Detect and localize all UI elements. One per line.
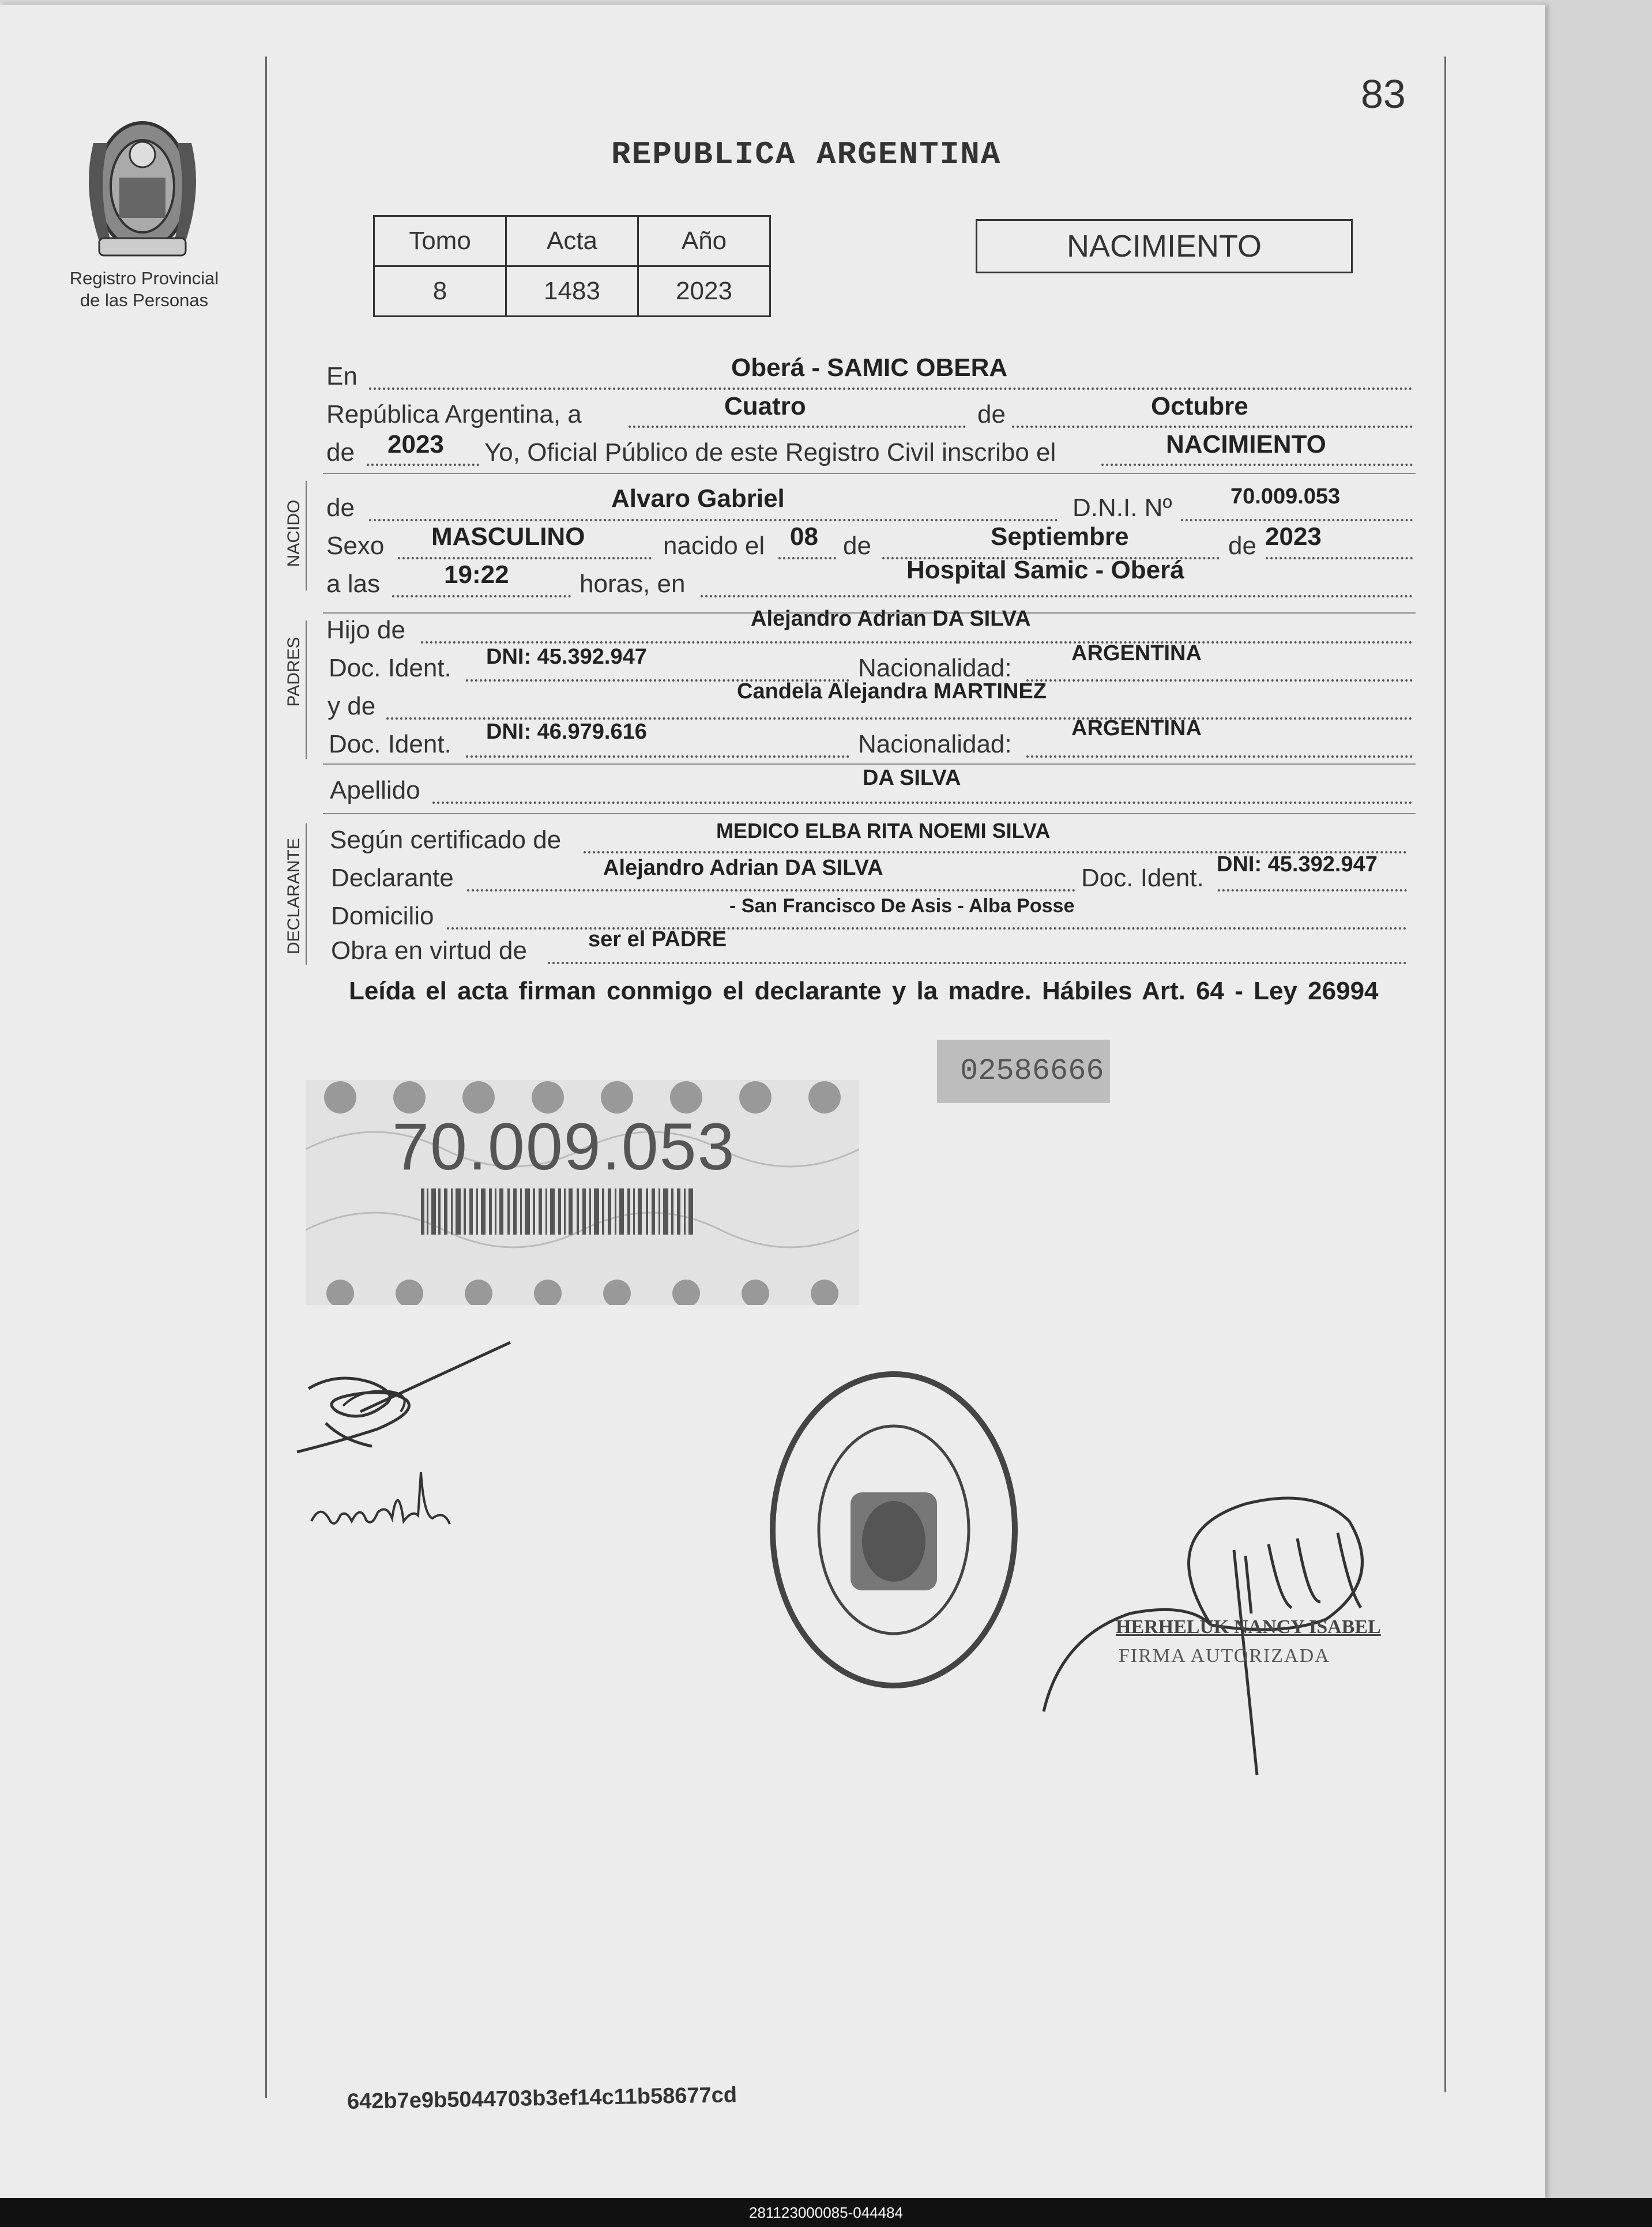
registry-table (373, 215, 771, 317)
label-y-de: y de (328, 692, 376, 720)
label-hijo-de: Hijo de (326, 616, 405, 644)
value-capacity: ser el PADRE (588, 927, 727, 951)
label-en: En (326, 362, 358, 390)
value-certificate: MEDICO ELBA RITA NOEMI SILVA (716, 819, 1051, 842)
value-birth-time: 19:22 (444, 560, 509, 589)
official-stamp (767, 1365, 1021, 1694)
value-birth-month: Septiembre (991, 522, 1129, 551)
registry-header-row (374, 216, 770, 266)
value-tomo: 8 (374, 266, 506, 317)
label-a-las: a las (326, 570, 380, 598)
label-mother-doc: Doc. Ident. (329, 730, 451, 758)
label-father-doc: Doc. Ident. (329, 654, 451, 682)
label-sexo: Sexo (326, 532, 385, 560)
dots-day (629, 426, 966, 428)
value-declarant: Alejandro Adrian DA SILVA (603, 856, 883, 880)
value-birth-year: 2023 (1265, 522, 1322, 551)
dots-mother-nationality (1026, 755, 1413, 758)
page-number: 83 (1361, 72, 1406, 116)
header-tomo: Tomo (374, 216, 506, 266)
value-father-doc: DNI: 45.392.947 (486, 645, 647, 669)
side-label-nacido: NACIDO (284, 499, 303, 567)
registry-logo-caption (58, 268, 231, 311)
header-anio: Año (638, 216, 770, 266)
value-mother-doc: DNI: 46.979.616 (486, 720, 647, 744)
label-declarante: Declarante (331, 864, 454, 892)
dots-child-name (369, 519, 1058, 521)
declarante-side-rule (306, 823, 307, 965)
label-domicilio: Domicilio (331, 902, 434, 930)
value-acta: 1483 (506, 266, 638, 317)
section-separator (323, 473, 1416, 474)
value-day-words: Cuatro (724, 392, 806, 420)
document-sheet (0, 5, 1545, 2199)
serial-number: 02586666 (960, 1054, 1104, 1088)
header-acta: Acta (506, 216, 638, 266)
left-margin-rule (265, 57, 267, 2098)
value-father-nationality: ARGENTINA (1071, 641, 1202, 665)
label-de-month: de (977, 400, 1006, 428)
label-horas-en: horas, en (579, 570, 686, 598)
value-father-name: Alejandro Adrian DA SILVA (751, 607, 1031, 631)
dots-surname (432, 802, 1413, 804)
value-sex: MASCULINO (431, 522, 585, 551)
logo-line2: de las Personas (80, 290, 209, 310)
value-mother-name: Candela Alejandra MARTINEZ (737, 679, 1047, 704)
value-month: Octubre (1151, 392, 1248, 420)
value-anio: 2023 (638, 266, 770, 317)
label-segun-cert: Según certificado de (330, 826, 562, 854)
label-declarant-doc: Doc. Ident. (1081, 864, 1204, 892)
registry-value-row (374, 266, 770, 317)
barcode-icon (421, 1188, 698, 1235)
act-type-box: NACIMIENTO (976, 219, 1353, 273)
dots-birth-day (778, 557, 836, 559)
dots-registered (1101, 464, 1413, 466)
value-mother-nationality: ARGENTINA (1071, 716, 1202, 740)
footer-code: 281123000085-044484 (748, 2204, 903, 2221)
value-address: - San Francisco De Asis - Alba Posse (729, 895, 1075, 917)
label-dni-no: D.N.I. Nº (1073, 494, 1172, 522)
label-father-nationality: Nacionalidad: (858, 654, 1012, 682)
padres-side-rule (306, 620, 307, 759)
label-obra-virtud: Obra en virtud de (331, 936, 527, 965)
mother-signature (306, 1469, 456, 1544)
serial-number-stamp (937, 1040, 1110, 1103)
value-birth-place: Hospital Samic - Oberá (906, 556, 1184, 584)
label-mother-nationality: Nacionalidad: (858, 730, 1012, 758)
logo-line1: Registro Provincial (69, 268, 219, 288)
label-apellido: Apellido (330, 776, 420, 804)
dots-declarant (467, 889, 1075, 891)
dots-month (1012, 426, 1413, 428)
label-yo-oficial: Yo, Oficial Público de este Registro Civil inscribo el (484, 438, 1056, 467)
side-label-declarante: DECLARANTE (284, 838, 303, 954)
value-year: 2023 (387, 430, 444, 458)
dots-birth-time (392, 595, 571, 597)
dots-father-name (421, 641, 1413, 644)
dots-sex (398, 557, 652, 559)
value-registered: NACIMIENTO (1166, 430, 1326, 458)
dots-capacity (548, 962, 1407, 964)
value-child-name: Alvaro Gabriel (611, 484, 785, 513)
misiones-seal-icon (76, 108, 209, 264)
label-de-child: de (326, 494, 355, 522)
dots-mother-doc (466, 755, 849, 758)
background-right (1542, 0, 1652, 2203)
value-surname: DA SILVA (863, 766, 961, 790)
document-hash: 642b7e9b5044703b3ef14c11b58677cd (347, 2083, 737, 2114)
nacido-side-rule (306, 481, 307, 590)
dots-declarant-doc (1218, 889, 1407, 891)
section-separator (323, 813, 1416, 814)
value-birth-day: 08 (790, 522, 818, 551)
section-separator (323, 763, 1416, 765)
official-name: HERHELUK NANCY ISABEL (1116, 1616, 1381, 1638)
document-title: REPUBLICA ARGENTINA (611, 136, 1002, 173)
label-de-birth-year: de (1228, 532, 1256, 560)
legal-statement: Leída el acta firman conmigo el declarante y la madre. Hábiles Art. 64 - Ley 26994 (349, 977, 1379, 1005)
label-nacido-el: nacido el (663, 532, 765, 560)
dots-birth-year (1266, 557, 1413, 559)
right-margin-rule (1444, 57, 1446, 2092)
dots-birth-place (701, 595, 1413, 597)
label-de-year: de (326, 438, 355, 467)
value-child-dni: 70.009.053 (1230, 484, 1341, 509)
label-republica: República Argentina, a (326, 400, 582, 428)
side-label-padres: PADRES (284, 637, 303, 707)
official-title: FIRMA AUTORIZADA (1119, 1645, 1330, 1667)
value-declarant-doc: DNI: 45.392.947 (1217, 852, 1378, 876)
father-signature (291, 1337, 516, 1469)
dots-father-nationality (1026, 679, 1413, 682)
value-place: Oberá - SAMIC OBERA (731, 353, 1008, 382)
sticker-dni-number: 70.009.053 (392, 1110, 736, 1184)
dots-en (369, 388, 1413, 390)
footer-code-bar (0, 2198, 1652, 2227)
label-de-birth-month: de (843, 532, 871, 560)
dni-security-sticker (306, 1080, 859, 1305)
dots-year (367, 464, 479, 466)
dots-child-dni (1181, 519, 1413, 521)
